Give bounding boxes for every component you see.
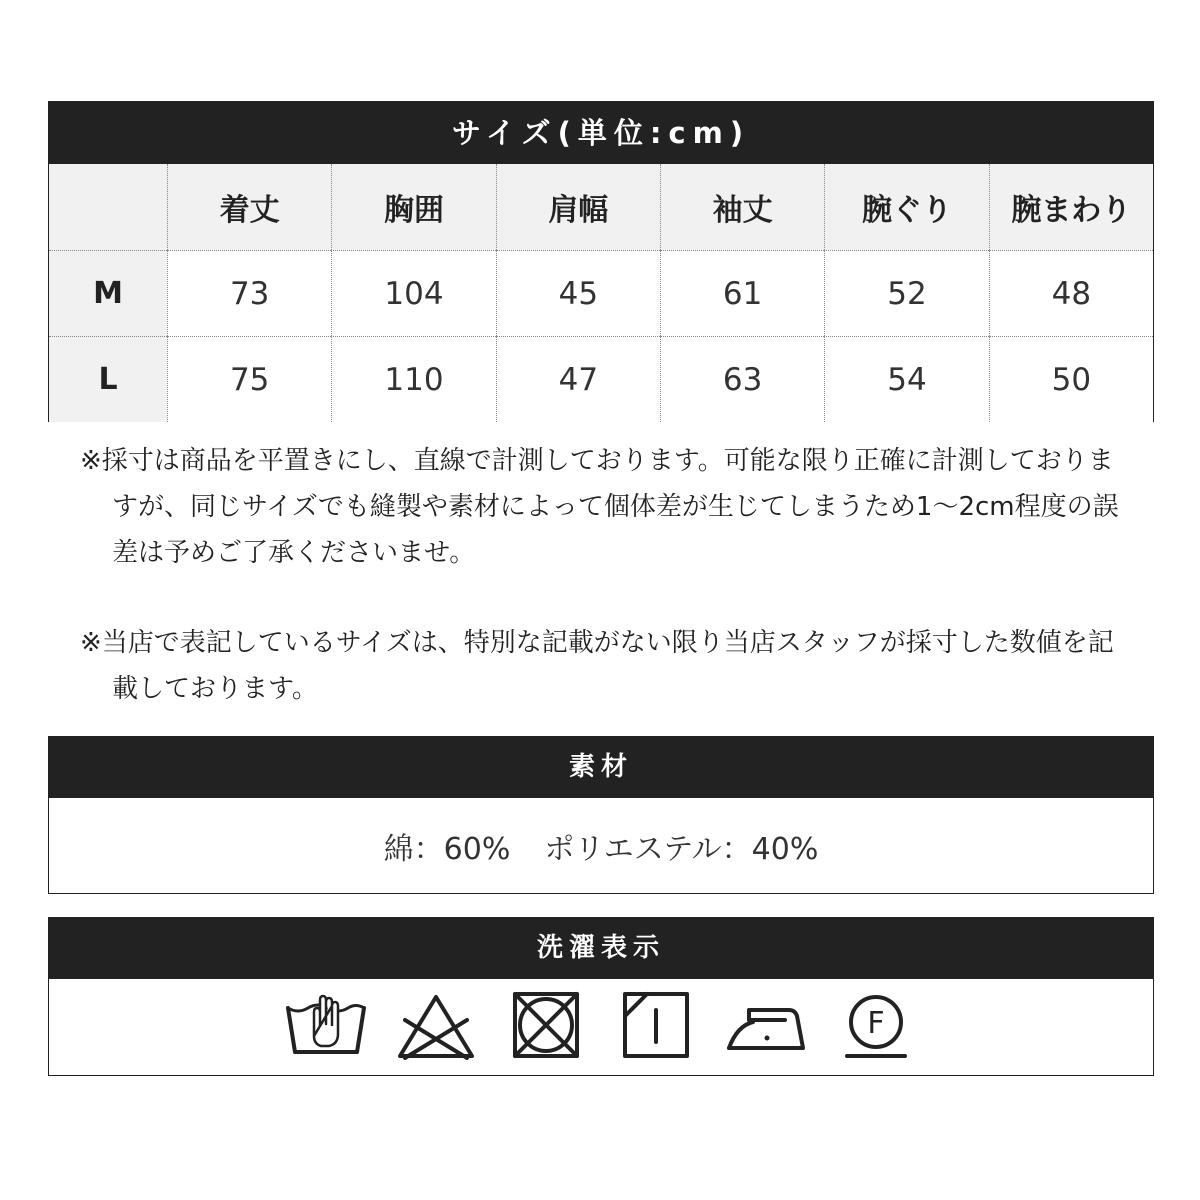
corner-cell [49,164,167,250]
table-cell: 104 [331,250,495,336]
column-header-sleeve: 袖丈 [660,164,824,250]
table-cell: 47 [496,336,660,422]
material-composition [49,798,1153,893]
size-notation-note-text: ※当店で表記しているサイズは、特別な記載がない限り当店スタッフが採寸した数値を記載しております。 [80,628,1114,704]
column-header-shoulder: 肩幅 [496,164,660,250]
dry-clean-letter: F [867,1006,885,1041]
table-cell: 63 [660,336,824,422]
column-header-length: 着丈 [167,164,331,250]
size-grid [49,164,1153,422]
hand-wash-icon [285,992,367,1062]
size-table-title: サイズ(単位:cm) [49,102,1153,164]
column-header-chest: 胸囲 [331,164,495,250]
no-tumble-dry-icon [505,992,587,1062]
care-icons [49,979,1153,1075]
iron-low-icon [725,992,807,1062]
table-cell: 73 [167,250,331,336]
material-section [48,736,1154,894]
row-header-l: L [49,336,167,422]
line-dry-shade-icon [615,992,697,1062]
table-cell: 48 [989,250,1153,336]
material-item-cotton: 綿：60% [383,831,511,867]
table-cell: 50 [989,336,1153,422]
column-header-arm-circumference: 腕まわり [989,164,1153,250]
table-cell: 45 [496,250,660,336]
column-header-armhole: 腕ぐり [824,164,988,250]
material-title: 素材 [49,737,1153,798]
size-notation-note [80,620,1120,712]
row-header-m: M [49,250,167,336]
dry-clean-f-icon [835,992,917,1062]
table-cell: 75 [167,336,331,422]
table-cell: 61 [660,250,824,336]
no-bleach-icon [395,992,477,1062]
care-title: 洗濯表示 [49,918,1153,979]
table-cell: 54 [824,336,988,422]
care-section [48,917,1154,1076]
table-cell: 52 [824,250,988,336]
table-cell: 110 [331,336,495,422]
size-table [48,101,1154,422]
material-item-polyester: ポリエステル：40% [544,831,819,867]
measurement-note-text: ※採寸は商品を平置きにし、直線で計測しております。可能な限り正確に計測しておりますが、同じサイズでも縫製や素材によって個体差が生じてしまうため1～2cm程度の誤差は予めご了承くださいませ。 [80,446,1119,568]
measurement-note [80,438,1120,576]
